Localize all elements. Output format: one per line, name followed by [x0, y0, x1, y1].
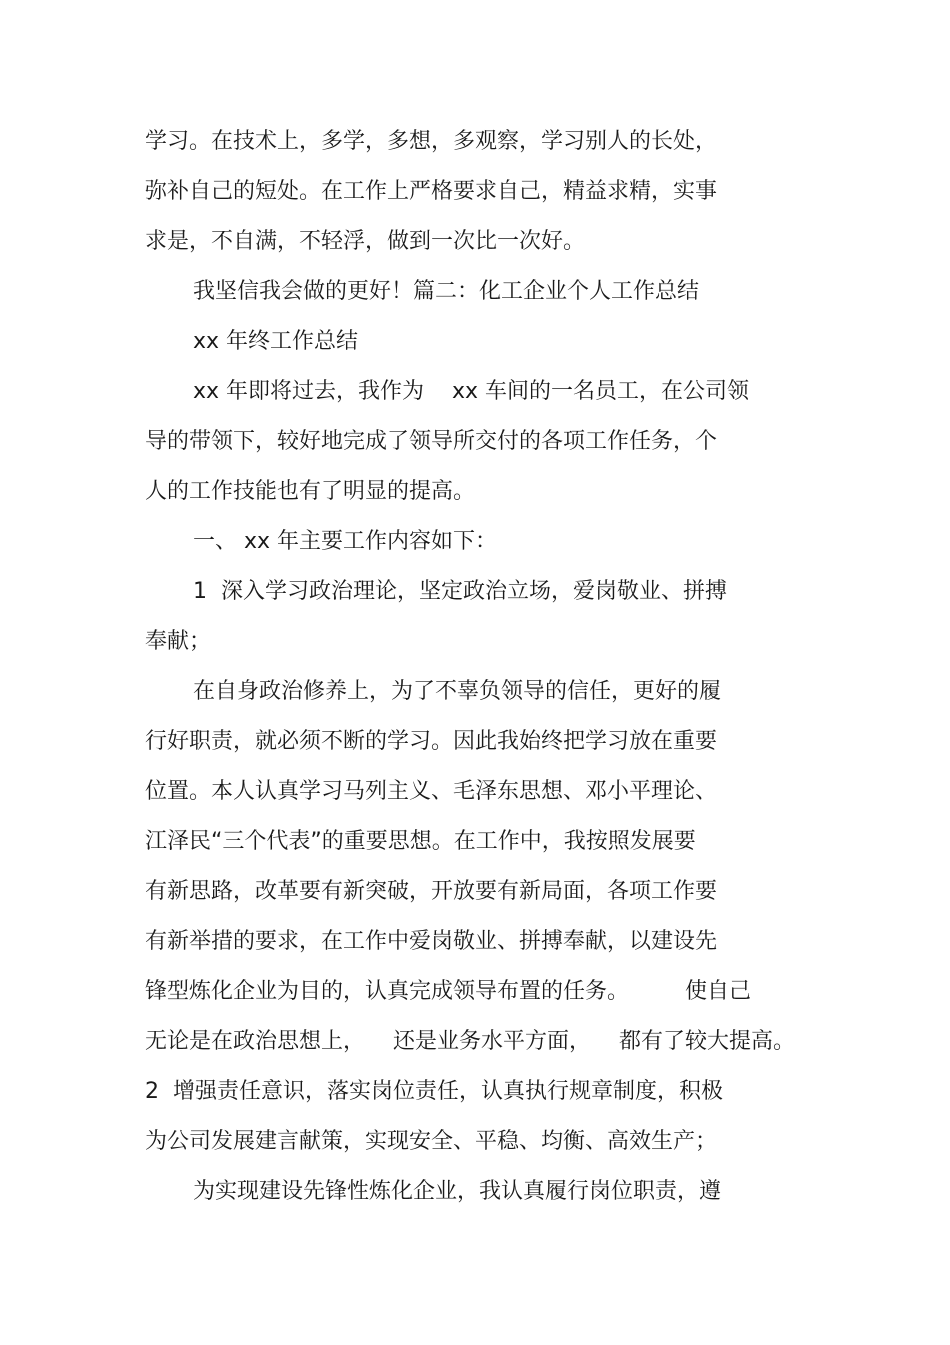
section-heading: 一、 xx 年主要工作内容如下：	[193, 529, 498, 554]
text-line: 弥补自己的短处。在工作上严格要求自己，精益求精，实事	[145, 179, 718, 204]
text-line: 有新思路，改革要有新突破，开放要有新局面，各项工作要	[145, 879, 718, 904]
text-line: 导的带领下，较好地完成了领导所交付的各项工作任务，个	[145, 429, 718, 454]
text-line: 位置。本人认真学习马列主义、毛泽东思想、邓小平理论、	[145, 779, 718, 804]
text-line: 我坚信我会做的更好！篇二：化工企业个人工作总结	[193, 279, 700, 304]
heading-line: xx 年终工作总结	[193, 329, 359, 354]
text-line: 2 增强责任意识，落实岗位责任，认真执行规章制度，积极	[145, 1079, 723, 1104]
text-line: 1 深入学习政治理论，坚定政治立场，爱岗敬业、拼搏	[193, 579, 727, 604]
text-line: 人的工作技能也有了明显的提高。	[145, 479, 476, 504]
text-line: 为公司发展建言献策，实现安全、平稳、均衡、高效生产；	[145, 1129, 718, 1154]
text-line: 为实现建设先锋性炼化企业，我认真履行岗位职责，遵	[193, 1179, 722, 1204]
text-line: 江泽民“三个代表”的重要思想。在工作中，我按照发展要	[145, 829, 696, 854]
text-line: 行好职责，就必须不断的学习。因此我始终把学习放在重要	[145, 729, 718, 754]
text-line: 求是，不自满，不轻浮，做到一次比一次好。	[145, 229, 586, 254]
text-line: 奉献；	[145, 629, 212, 654]
text-line: 锋型炼化企业为目的，认真完成领导布置的任务。 使自己	[145, 979, 751, 1004]
text-line: 有新举措的要求，在工作中爱岗敬业、拼搏奉献，以建设先	[145, 929, 718, 954]
text-line: 学习。在技术上，多学，多想，多观察，学习别人的长处，	[145, 129, 718, 154]
text-line: 无论是在政治思想上， 还是业务水平方面， 都有了较大提高。	[145, 1029, 795, 1054]
text-line: 在自身政治修养上，为了不辜负领导的信任，更好的履	[193, 679, 722, 704]
text-line: xx 年即将过去，我作为 xx 车间的一名员工，在公司领	[193, 379, 750, 404]
